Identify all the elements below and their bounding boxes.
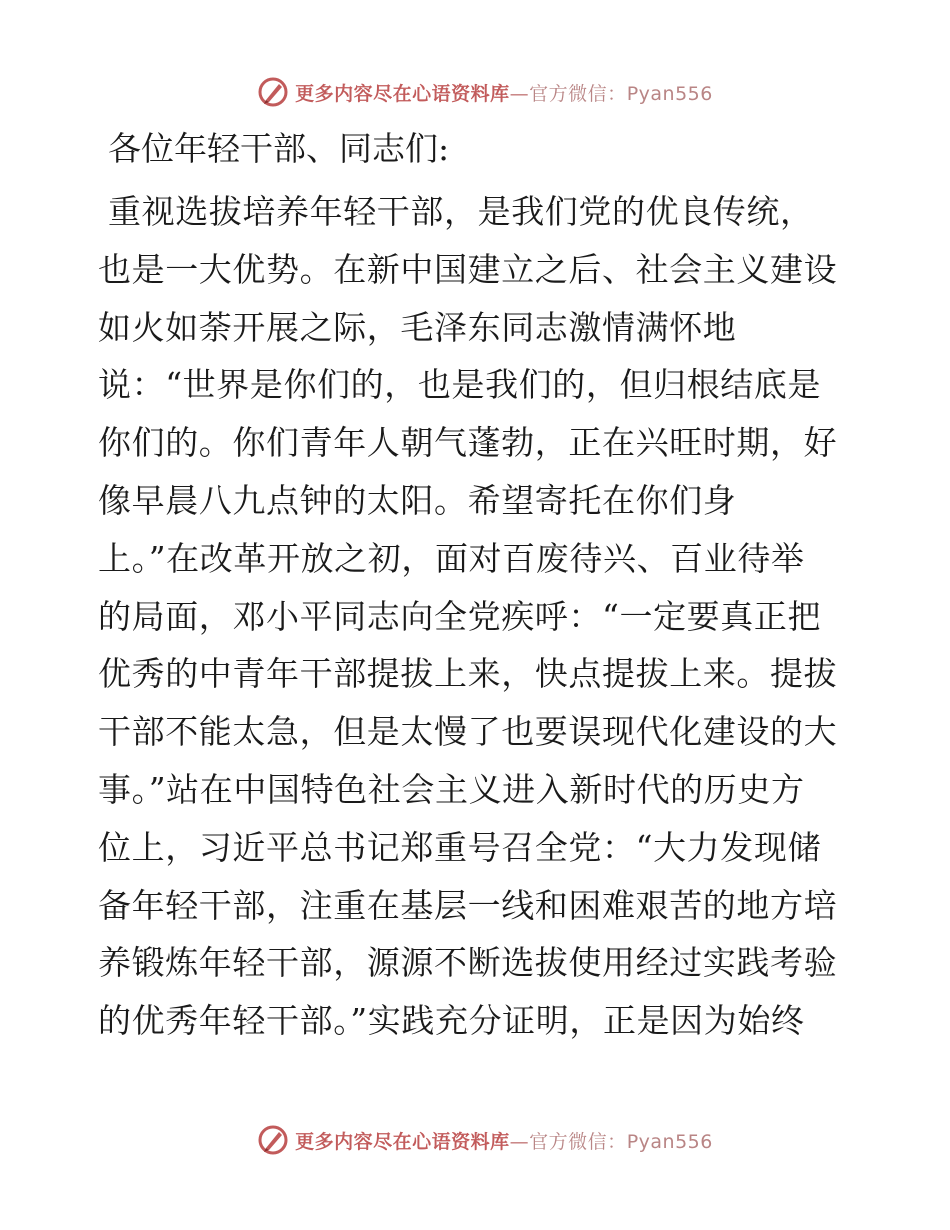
paragraph-line: 的优秀年轻干部。”实践充分证明，正是因为始终 (98, 1001, 805, 1041)
paragraph-line: 养锻炼年轻干部，源源不断选拔使用经过实践考验 (98, 943, 838, 983)
watermark-dash: — (509, 82, 530, 105)
watermark-wechat-label: 官方微信： (529, 82, 627, 105)
watermark-text (295, 79, 713, 106)
greeting: 各位年轻干部、同志们: (108, 129, 450, 168)
quill-pen-logo-icon (257, 1124, 289, 1156)
header-watermark (0, 72, 950, 112)
watermark-main-text: 更多内容尽在心语资料库 (295, 1130, 510, 1153)
watermark-wechat-id: Pyan556 (626, 82, 713, 105)
watermark-inner (257, 1124, 713, 1156)
watermark-main-text: 更多内容尽在心语资料库 (295, 82, 510, 105)
watermark-wechat-id: Pyan556 (626, 1130, 713, 1153)
watermark-text (295, 1127, 713, 1154)
paragraph-line: 事。”站在中国特色社会主义进入新时代的历史方 (98, 769, 805, 809)
footer-watermark (0, 1120, 950, 1160)
paragraph-line: 位上，习近平总书记郑重号召全党：“大力发现储 (98, 827, 822, 867)
paragraph-line: 干部不能太急，但是太慢了也要误现代化建设的大 (98, 712, 838, 752)
watermark-wechat-label: 官方微信： (529, 1130, 627, 1153)
paragraph-line: 也是一大优势。在新中国建立之后、社会主义建设 (98, 249, 838, 289)
paragraph-line: 的局面，邓小平同志向全党疾呼：“一定要真正把 (98, 596, 822, 636)
paragraph-line: 像早晨八九点钟的太阳。希望寄托在你们身 (98, 480, 737, 520)
paragraph-line: 优秀的中青年干部提拔上来，快点提拔上来。提拔 (98, 654, 838, 694)
paragraph-line: 上。”在改革开放之初，面对百废待兴、百业待举 (98, 538, 805, 578)
paragraph-line: 如火如荼开展之际，毛泽东同志激情满怀地 (98, 307, 737, 347)
paragraph-line: 重视选拔培养年轻干部，是我们党的优良传统， (108, 192, 814, 231)
document-body (98, 122, 858, 1050)
paragraph-line: 你们的。你们青年人朝气蓬勃，正在兴旺时期，好 (98, 423, 838, 463)
quill-pen-logo-icon (257, 76, 289, 108)
watermark-dash: — (509, 1130, 530, 1153)
watermark-inner (257, 76, 713, 108)
paragraph-line: 说：“世界是你们的，也是我们的，但归根结底是 (98, 365, 822, 405)
paragraph-line: 备年轻干部，注重在基层一线和困难艰苦的地方培 (98, 885, 838, 925)
